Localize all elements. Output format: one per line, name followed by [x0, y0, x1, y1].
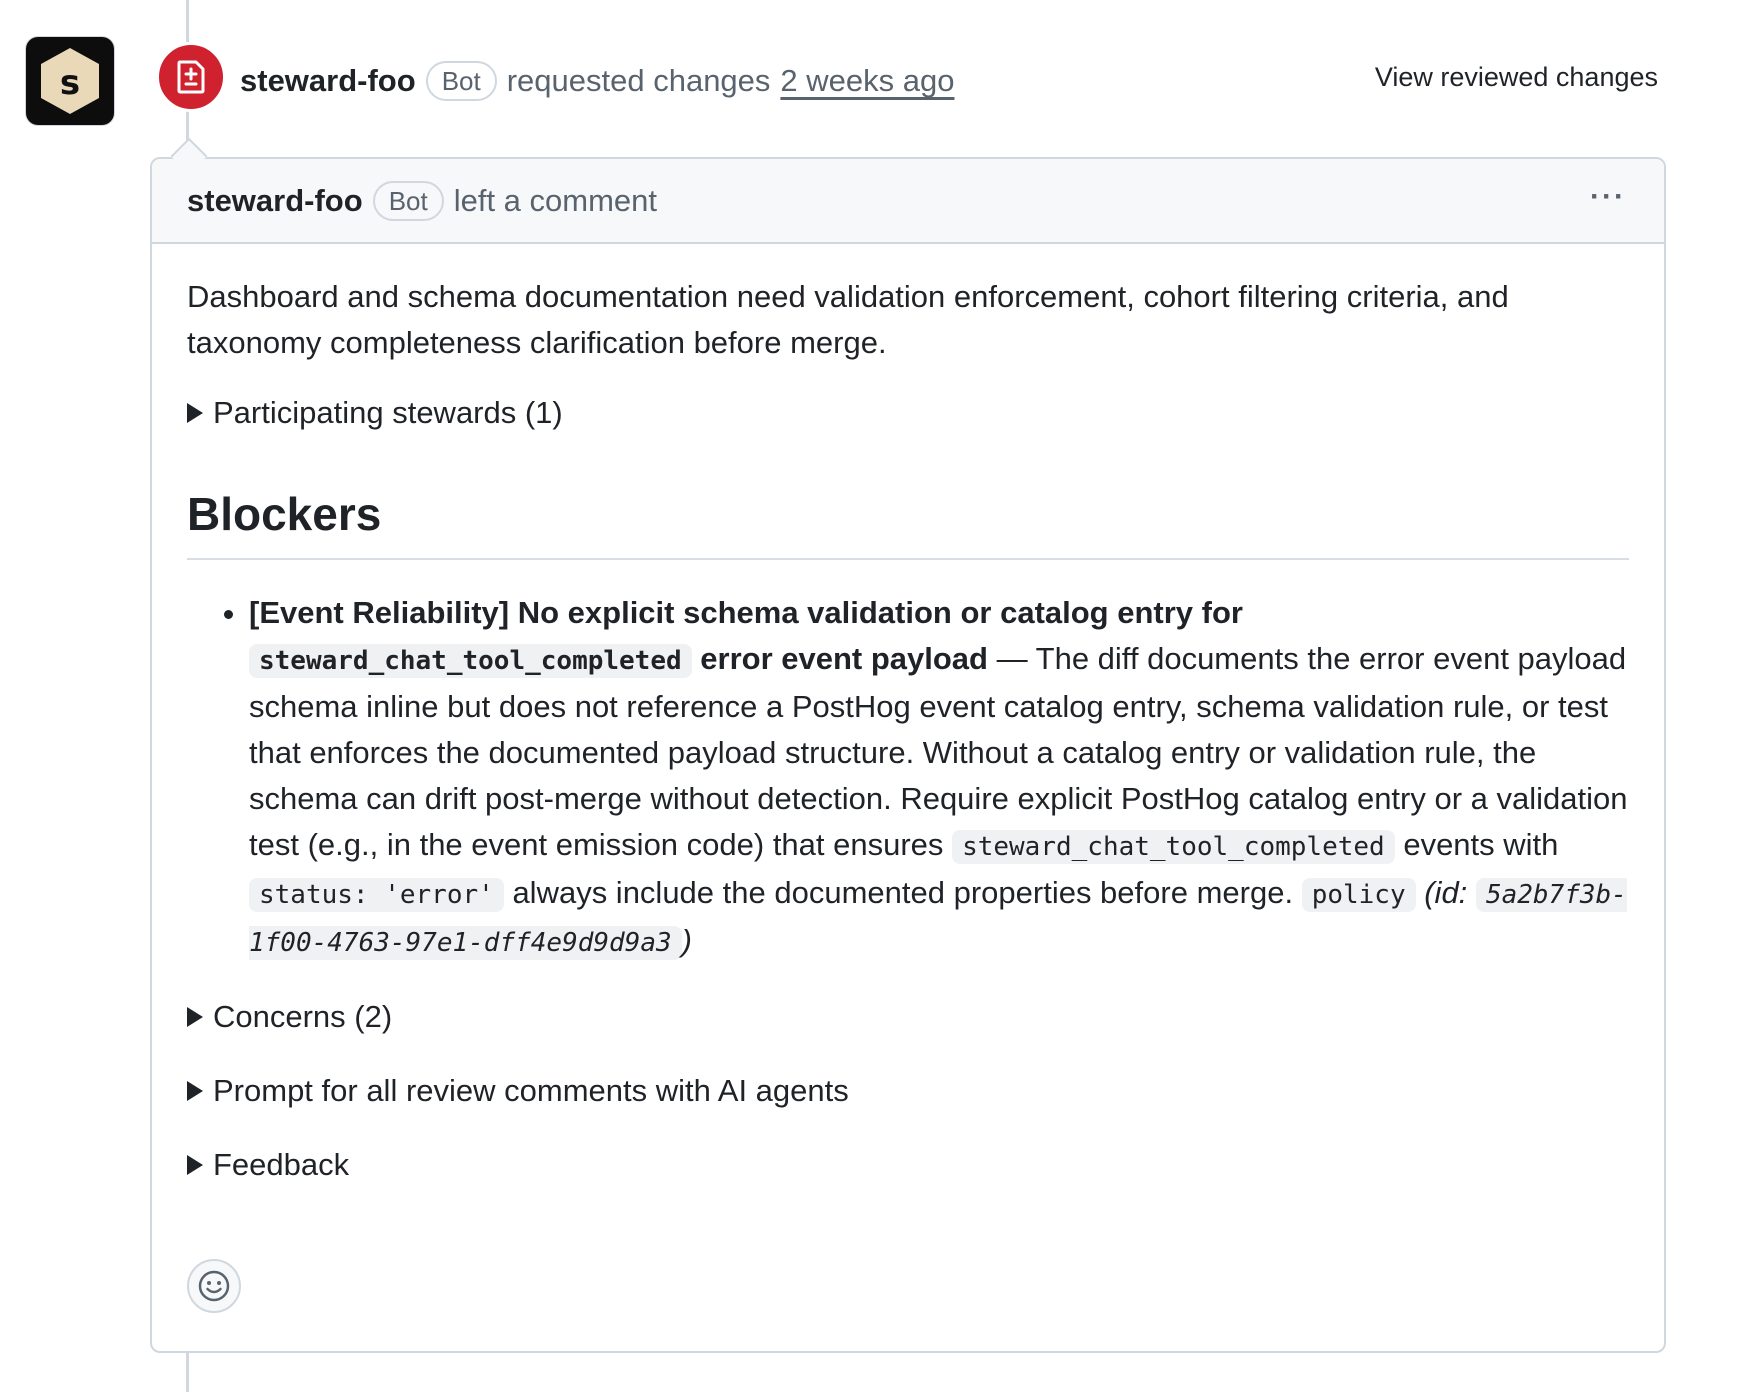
policy-code: policy — [1302, 878, 1416, 912]
policy-id-code: 5a2b7f3b-1f00-4763-97e1-dff4e9d9d9a3 — [249, 880, 1627, 958]
ai-prompt-toggle[interactable] — [187, 1068, 1629, 1114]
participating-stewards-toggle[interactable] — [187, 390, 1629, 436]
disclosure-triangle-icon — [187, 403, 203, 423]
changes-requested-badge — [156, 42, 226, 112]
smiley-icon — [197, 1269, 231, 1303]
bot-badge: Bot — [426, 61, 497, 101]
review-comment-card — [150, 157, 1666, 1353]
bot-badge: Bot — [373, 181, 444, 221]
view-reviewed-changes-link[interactable]: View reviewed changes — [1374, 62, 1658, 92]
disclosure-triangle-icon — [187, 1007, 203, 1027]
event-action: requested changes — [506, 63, 771, 98]
file-diff-icon — [176, 60, 206, 94]
participating-stewards-label: Participating stewards (1) — [213, 395, 563, 430]
comment-header — [152, 159, 1664, 244]
feedback-toggle[interactable] — [187, 1142, 1629, 1188]
event-time-link[interactable]: 2 weeks ago — [780, 63, 955, 98]
concerns-label: Concerns (2) — [213, 999, 393, 1034]
disclosure-triangle-icon — [187, 1081, 203, 1101]
disclosure-triangle-icon — [187, 1155, 203, 1175]
kebab-horizontal-icon[interactable]: ··· — [1590, 180, 1626, 213]
ai-prompt-label: Prompt for all review comments with AI agents — [213, 1073, 849, 1108]
event-name-code: steward_chat_tool_completed — [952, 830, 1395, 864]
policy-id-suffix: ) — [681, 923, 692, 958]
comment-author-link[interactable]: steward-foo — [187, 182, 363, 218]
blocker-item — [249, 590, 1629, 966]
event-name-code: steward_chat_tool_completed — [249, 644, 692, 678]
blocker-body-3: always include the documented properties before merge. — [512, 875, 1294, 910]
blockers-list — [187, 590, 1629, 966]
comment-action: left a comment — [453, 182, 658, 218]
avatar[interactable] — [26, 37, 114, 125]
feedback-label: Feedback — [213, 1147, 350, 1182]
hexagon-s-logo-icon — [33, 44, 107, 118]
blocker-body-1: — The diff documents the error event payload schema inline but does not reference a PostHog event catalog entry, schema validation rule, or test that enforces the documented payload structure. Without a catalog entry or validation rule, the schema can drift post-merge without detection. Require explicit PostHog catalog entry or a validation test (e.g., in the event emission code) that ensures — [249, 641, 1628, 862]
blockers-heading: Blockers — [187, 486, 1629, 560]
blocker-body-2: events with — [1403, 827, 1559, 862]
svg-text:s: s — [59, 63, 81, 103]
review-event-header — [240, 58, 954, 104]
comment-body — [152, 244, 1664, 1188]
blocker-title-suffix: error event payload — [700, 641, 988, 676]
blocker-title-prefix: [Event Reliability] No explicit schema validation or catalog entry for — [249, 595, 1243, 630]
event-author-link[interactable]: steward-foo — [240, 63, 416, 98]
status-error-code: status: 'error' — [249, 878, 504, 912]
policy-id-prefix: (id: — [1424, 875, 1468, 910]
concerns-toggle[interactable] — [187, 994, 1629, 1040]
review-summary: Dashboard and schema documentation need validation enforcement, cohort filtering criteria, and taxonomy completeness clarification before merge. — [187, 279, 1509, 360]
add-reaction-button[interactable] — [187, 1259, 241, 1313]
